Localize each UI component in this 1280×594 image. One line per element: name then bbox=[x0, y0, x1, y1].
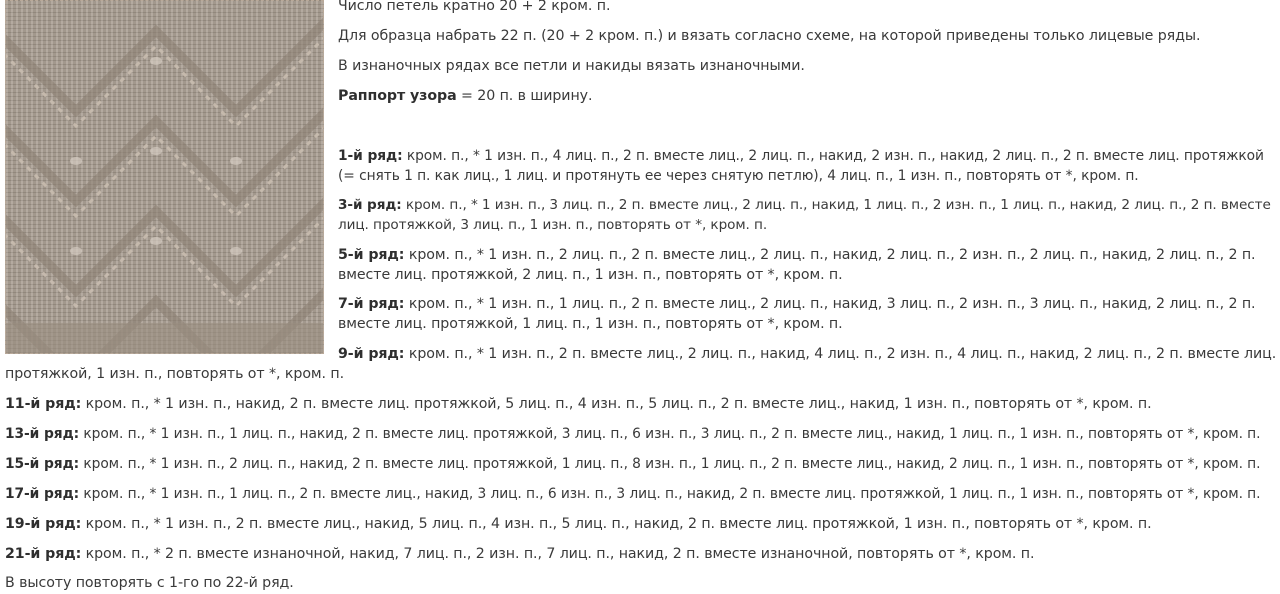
row-label: 15-й ряд: bbox=[5, 456, 80, 472]
row-text: кром. п., * 1 изн. п., 1 лиц. п., 2 п. вместе лиц., накид, 3 лиц. п., 6 изн. п., 3 лиц. п., накид, 2 п. вместе лиц. протяжкой, 1 лиц. п., 1 изн. п., повторять от *, кром. п. bbox=[79, 486, 1261, 502]
row-text: кром. п., * 1 изн. п., 4 лиц. п., 2 п. вместе лиц., 2 лиц. п., накид, 2 изн. п., накид, 2 лиц. п., 2 п. вместе лиц. протяжкой bbox=[402, 148, 1264, 164]
rapport-paragraph bbox=[338, 86, 592, 106]
row-text-continued: (= снять 1 п. как лиц., 1 лиц. и протянуть ее через снятую петлю), 4 лиц. п., 1 изн. п., повторять от *, кром. п. bbox=[338, 168, 1139, 184]
row-text: кром. п., * 1 изн. п., 2 п. вместе лиц., 2 лиц. п., накид, 4 лиц. п., 2 изн. п., 4 лиц. п., накид, 2 лиц. п., 2 п. вместе лиц. bbox=[404, 346, 1277, 362]
row-5-instruction bbox=[338, 245, 1255, 285]
row-text: кром. п., * 1 изн. п., накид, 2 п. вместе лиц. протяжкой, 5 лиц. п., 4 изн. п., 5 лиц. п., 2 п. вместе лиц., накид, 1 изн. п., повторять от *, кром. п. bbox=[81, 396, 1152, 412]
row-label: 17-й ряд: bbox=[5, 486, 80, 502]
intro-wrong-side-rows: В изнаночных рядах все петли и накиды вязать изнаночными. bbox=[338, 58, 805, 74]
knitted-swatch-photo bbox=[5, 0, 324, 354]
row-label: 13-й ряд: bbox=[5, 426, 80, 442]
row-1-instruction bbox=[338, 146, 1264, 186]
row-text-continued: вместе лиц. протяжкой, 1 лиц. п., 1 изн. п., повторять от *, кром. п. bbox=[338, 316, 843, 332]
row-21-instruction bbox=[5, 544, 1034, 564]
row-3-instruction bbox=[338, 195, 1271, 235]
row-15-instruction bbox=[5, 454, 1260, 474]
rapport-label: Раппорт узора bbox=[338, 88, 457, 104]
row-text: кром. п., * 1 изн. п., 3 лиц. п., 2 п. вместе лиц., 2 лиц. п., накид, 1 лиц. п., 2 изн. п., 1 лиц. п., накид, 2 лиц. п., 2 п. вместе bbox=[401, 197, 1271, 213]
row-9-instruction bbox=[338, 344, 1276, 364]
intro-stitch-count: Число петель кратно 20 + 2 кром. п. bbox=[338, 0, 611, 14]
row-19-instruction bbox=[5, 514, 1152, 534]
lace-pattern-illustration bbox=[6, 1, 323, 353]
row-label: 19-й ряд: bbox=[5, 516, 82, 532]
row-label: 9-й ряд: bbox=[338, 346, 405, 362]
row-7-instruction bbox=[338, 294, 1255, 334]
row-label: 21-й ряд: bbox=[5, 546, 82, 562]
intro-sample-instructions: Для образца набрать 22 п. (20 + 2 кром. п.) и вязать согласно схеме, на которой приведены только лицевые ряды. bbox=[338, 28, 1201, 44]
row-text-continued: лиц. протяжкой, 3 лиц. п., 1 изн. п., повторять от *, кром. п. bbox=[338, 217, 768, 233]
row-text: кром. п., * 2 п. вместе изнаночной, накид, 7 лиц. п., 2 изн. п., 7 лиц. п., накид, 2 п. вместе изнаночной, повторять от *, кром. п. bbox=[81, 546, 1035, 562]
row-text-continued: вместе лиц. протяжкой, 2 лиц. п., 1 изн. п., повторять от *, кром. п. bbox=[338, 267, 843, 283]
row-text: кром. п., * 1 изн. п., 2 лиц. п., накид, 2 п. вместе лиц. протяжкой, 1 лиц. п., 8 изн. п., 1 лиц. п., 2 п. вместе лиц., накид, 2 лиц. п., 1 изн. п., повторять от *, кром. п. bbox=[79, 456, 1261, 472]
row-9-instruction-continued: протяжкой, 1 изн. п., повторять от *, кром. п. bbox=[5, 366, 345, 382]
row-label: 7-й ряд: bbox=[338, 296, 405, 312]
rapport-text: = 20 п. в ширину. bbox=[456, 88, 593, 104]
row-text: кром. п., * 1 изн. п., 1 лиц. п., накид, 2 п. вместе лиц. протяжкой, 3 лиц. п., 6 изн. п., 3 лиц. п., 2 п. вместе лиц., накид, 1 лиц. п., 1 изн. п., повторять от *, кром. п. bbox=[79, 426, 1261, 442]
row-17-instruction bbox=[5, 484, 1260, 504]
row-11-instruction bbox=[5, 394, 1152, 414]
row-label: 11-й ряд: bbox=[5, 396, 82, 412]
row-13-instruction bbox=[5, 424, 1260, 444]
row-label: 3-й ряд: bbox=[338, 197, 402, 213]
repeat-footer: В высоту повторять с 1-го по 22-й ряд. bbox=[5, 575, 294, 591]
row-label: 5-й ряд: bbox=[338, 247, 405, 263]
row-label: 1-й ряд: bbox=[338, 148, 403, 164]
row-text: кром. п., * 1 изн. п., 2 лиц. п., 2 п. вместе лиц., 2 лиц. п., накид, 2 лиц. п., 2 изн. п., 2 лиц. п., накид, 2 лиц. п., 2 п. bbox=[404, 247, 1256, 263]
row-text: кром. п., * 1 изн. п., 1 лиц. п., 2 п. вместе лиц., 2 лиц. п., накид, 3 лиц. п., 2 изн. п., 3 лиц. п., накид, 2 лиц. п., 2 п. bbox=[404, 296, 1256, 312]
row-text: кром. п., * 1 изн. п., 2 п. вместе лиц., накид, 5 лиц. п., 4 изн. п., 5 лиц. п., накид, 2 п. вместе лиц. протяжкой, 1 изн. п., повторять от *, кром. п. bbox=[81, 516, 1152, 532]
